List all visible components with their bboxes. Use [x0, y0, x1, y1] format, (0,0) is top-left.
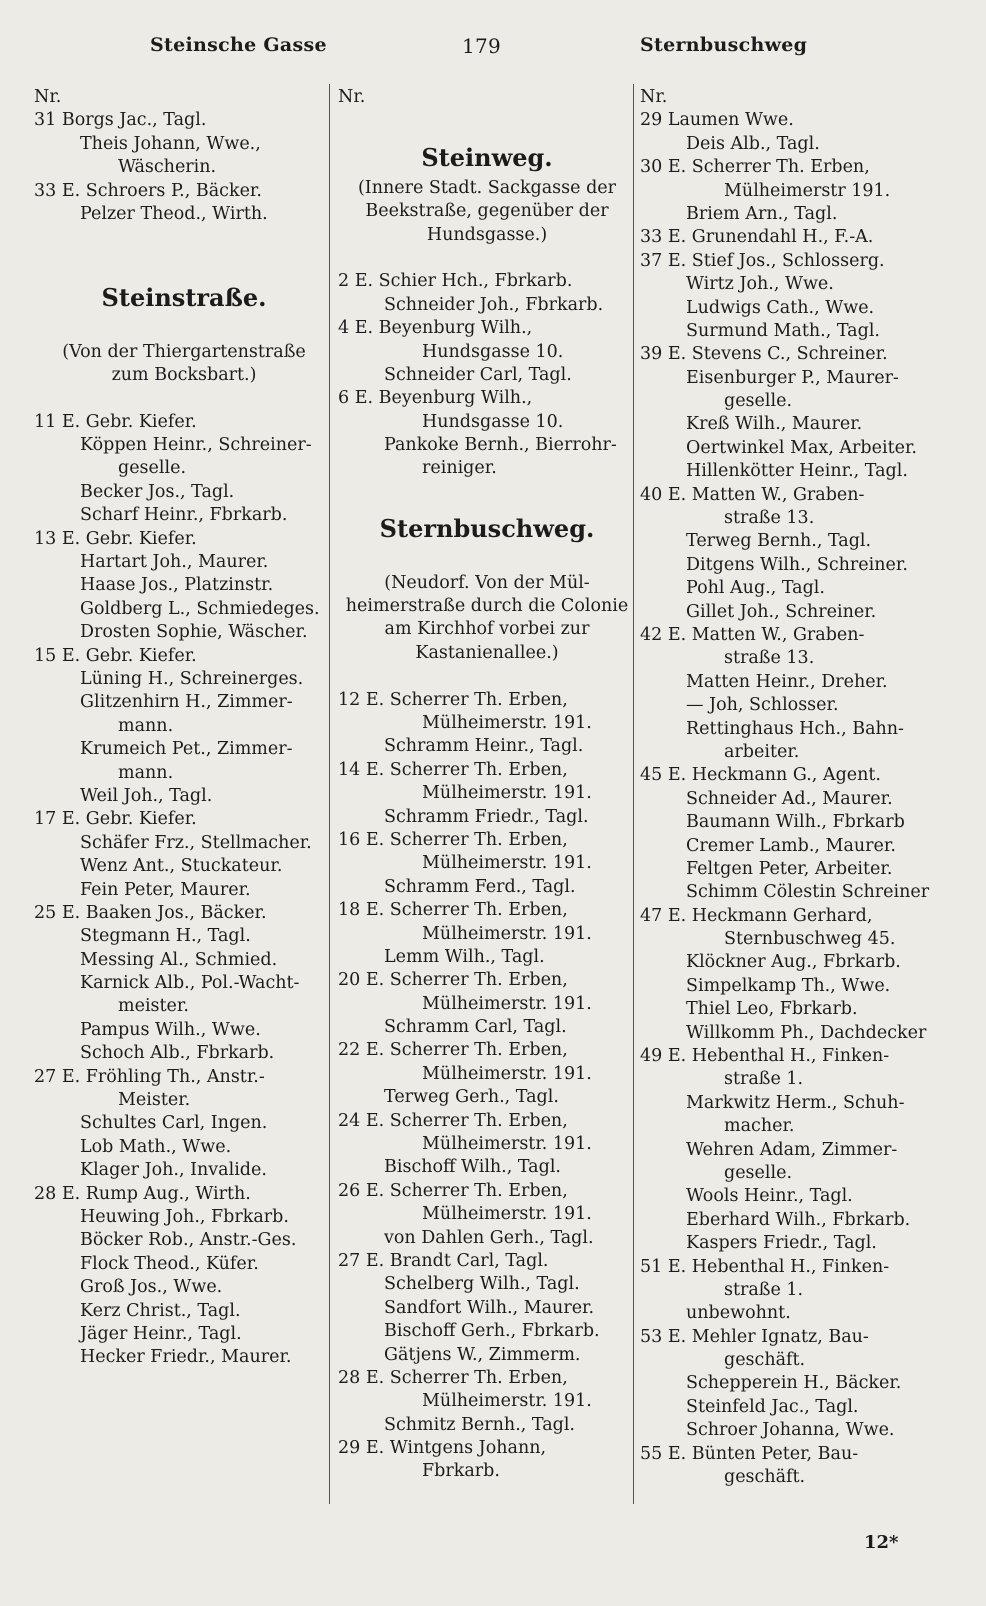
directory-line: 33 E. Schroers P., Bäcker.: [34, 180, 262, 201]
directory-line: Mülheimerstr. 191.: [422, 993, 592, 1014]
directory-line: geschäft.: [724, 1350, 806, 1371]
directory-line: Schelberg Wilh., Tagl.: [384, 1274, 580, 1295]
directory-line: Pohl Aug., Tagl.: [686, 578, 825, 599]
directory-line: Hecker Friedr., Maurer.: [80, 1347, 292, 1368]
directory-line: Ludwigs Cath., Wwe.: [686, 297, 875, 318]
directory-line: 37 E. Stief Jos., Schlosserg.: [640, 250, 885, 271]
column-2: [338, 86, 636, 1484]
directory-line: arbeiter.: [724, 741, 800, 762]
directory-line: 14 E. Scherrer Th. Erben,: [338, 759, 568, 780]
directory-line: Baumann Wilh., Fbrkarb: [686, 812, 905, 833]
directory-line: Mülheimerstr 191.: [724, 180, 891, 201]
directory-line: Mülheimerstr. 191.: [422, 1063, 592, 1084]
directory-line: straße 13.: [724, 648, 815, 669]
directory-line: 26 E. Scherrer Th. Erben,: [338, 1180, 568, 1201]
directory-line: unbewohnt.: [686, 1303, 791, 1324]
directory-line: Schramm Carl, Tagl.: [384, 1017, 567, 1038]
directory-line: Schepperein H., Bäcker.: [686, 1373, 902, 1394]
directory-line: Eberhard Wilh., Fbrkarb.: [686, 1209, 911, 1230]
directory-line: Kaspers Friedr., Tagl.: [686, 1233, 877, 1254]
directory-line: 29 E. Wintgens Johann,: [338, 1438, 547, 1459]
directory-line: Schmitz Bernh., Tagl.: [384, 1414, 575, 1435]
directory-line: Pelzer Theod., Wirth.: [80, 203, 268, 224]
directory-line: mann.: [118, 715, 174, 736]
directory-line: 28 E. Rump Aug., Wirth.: [34, 1183, 251, 1204]
directory-line: Heuwing Joh., Fbrkarb.: [80, 1206, 289, 1227]
directory-line: Bischoff Wilh., Tagl.: [384, 1157, 561, 1178]
directory-line: Klöckner Aug., Fbrkarb.: [686, 952, 901, 973]
street-heading: Steinweg.: [421, 142, 553, 172]
directory-line: 27 E. Fröhling Th., Anstr.-: [34, 1066, 265, 1087]
directory-line: 45 E. Heckmann G., Agent.: [640, 765, 881, 786]
directory-line: 12 E. Scherrer Th. Erben,: [338, 689, 568, 710]
directory-line: 15 E. Gebr. Kiefer.: [34, 645, 197, 666]
directory-line: Schimm Cölestin Schreiner: [686, 882, 930, 903]
directory-line: Fein Peter, Maurer.: [80, 879, 251, 900]
directory-line: Scharf Heinr., Fbrkarb.: [80, 505, 288, 526]
directory-line: Wäscherin.: [118, 157, 217, 178]
directory-line: Weil Joh., Tagl.: [80, 785, 213, 806]
directory-line: Schneider Carl, Tagl.: [384, 364, 572, 385]
directory-line: Hillenkötter Heinr., Tagl.: [686, 461, 908, 482]
directory-line: Terweg Bernh., Tagl.: [686, 531, 872, 552]
directory-line: Stegmann H., Tagl.: [80, 926, 251, 947]
spacer: [34, 387, 334, 410]
directory-line: Glitzenhirn H., Zimmer-: [80, 692, 293, 713]
directory-line: zum Bocksbart.): [111, 364, 257, 385]
directory-line: Fbrkarb.: [422, 1461, 500, 1482]
spacer: [338, 548, 636, 571]
directory-line: Markwitz Herm., Schuh-: [686, 1092, 905, 1113]
directory-line: 53 E. Mehler Ignatz, Bau-: [640, 1326, 869, 1347]
directory-line: 39 E. Stevens C., Schreiner.: [640, 344, 888, 365]
directory-line: Pampus Wilh., Wwe.: [80, 1019, 261, 1040]
directory-line: reiniger.: [422, 458, 497, 479]
directory-line: Mülheimerstr. 191.: [422, 853, 592, 874]
directory-line: Schramm Heinr., Tagl.: [384, 736, 584, 757]
directory-line: Sternbuschweg 45.: [724, 929, 896, 950]
directory-line: 28 E. Scherrer Th. Erben,: [338, 1367, 568, 1388]
directory-line: Lüning H., Schreinerges.: [80, 668, 304, 689]
directory-line: Schramm Friedr., Tagl.: [384, 806, 589, 827]
column-3: [640, 86, 970, 1489]
directory-line: mann.: [118, 762, 174, 783]
directory-line: Steinfeld Jac., Tagl.: [686, 1396, 859, 1417]
directory-line: 6 E. Beyenburg Wilh.,: [338, 388, 533, 409]
directory-line: Groß Jos., Wwe.: [80, 1277, 223, 1298]
directory-line: 25 E. Baaken Jos., Bäcker.: [34, 902, 267, 923]
directory-line: 17 E. Gebr. Kiefer.: [34, 809, 197, 830]
directory-line: 16 E. Scherrer Th. Erben,: [338, 829, 568, 850]
directory-line: — Joh, Schlosser.: [686, 695, 839, 716]
directory-line: Mülheimerstr. 191.: [422, 1391, 592, 1412]
directory-line: 27 E. Brandt Carl, Tagl.: [338, 1250, 549, 1271]
running-head-right: Sternbuschweg: [640, 34, 808, 56]
page-number: 179: [462, 34, 502, 58]
spacer: [338, 109, 636, 132]
directory-line: Simpelkamp Th., Wwe.: [686, 975, 891, 996]
directory-line: Mülheimerstr. 191.: [422, 1134, 592, 1155]
directory-line: Nr.: [338, 87, 366, 107]
directory-line: Böcker Rob., Anstr.-Ges.: [80, 1230, 297, 1251]
directory-line: Schultes Carl, Ingen.: [80, 1113, 268, 1134]
directory-line: Mülheimerstr. 191.: [422, 1204, 592, 1225]
directory-line: Ditgens Wilh., Schreiner.: [686, 554, 908, 575]
directory-line: Deis Alb., Tagl.: [686, 133, 820, 154]
directory-line: Nr.: [640, 87, 668, 107]
directory-line: Schoch Alb., Fbrkarb.: [80, 1043, 275, 1064]
spacer: [34, 226, 334, 249]
directory-line: 47 E. Heckmann Gerhard,: [640, 905, 873, 926]
directory-line: Köppen Heinr., Schreiner-: [80, 435, 312, 456]
directory-line: Surmund Math., Tagl.: [686, 320, 880, 341]
directory-line: straße 13.: [724, 508, 815, 529]
directory-line: Schneider Joh., Fbrkarb.: [384, 294, 604, 315]
directory-line: Becker Jos., Tagl.: [80, 481, 235, 502]
directory-line: Schäfer Frz., Stellmacher.: [80, 832, 312, 853]
directory-line: Kerz Christ., Tagl.: [80, 1300, 241, 1321]
directory-line: 29 Laumen Wwe.: [640, 110, 794, 131]
directory-line: Willkomm Ph., Dachdecker: [686, 1022, 927, 1043]
directory-line: Beekstraße, gegenüber der: [365, 201, 609, 222]
directory-line: Kreß Wilh., Maurer.: [686, 414, 863, 435]
spacer: [338, 481, 636, 504]
spacer: [338, 247, 636, 270]
directory-line: Mülheimerstr. 191.: [422, 712, 592, 733]
directory-line: Oertwinkel Max, Arbeiter.: [686, 437, 917, 458]
directory-line: Mülheimerstr. 191.: [422, 783, 592, 804]
spacer: [34, 317, 334, 340]
directory-line: straße 1.: [724, 1069, 804, 1090]
directory-line: Feltgen Peter, Arbeiter.: [686, 858, 893, 879]
directory-line: Rettinghaus Hch., Bahn-: [686, 718, 904, 739]
directory-line: Wenz Ant., Stuckateur.: [80, 856, 283, 877]
directory-line: 40 E. Matten W., Graben-: [640, 484, 865, 505]
directory-line: 22 E. Scherrer Th. Erben,: [338, 1040, 568, 1061]
directory-line: Schroer Johanna, Wwe.: [686, 1420, 895, 1441]
directory-line: 2 E. Schier Hch., Fbrkarb.: [338, 271, 573, 292]
directory-line: 51 E. Hebenthal H., Finken-: [640, 1256, 890, 1277]
directory-line: Meister.: [118, 1090, 191, 1111]
directory-line: Kastanienallee.): [415, 642, 559, 663]
directory-line: 11 E. Gebr. Kiefer.: [34, 411, 197, 432]
directory-line: 33 E. Grunendahl H., F.-A.: [640, 227, 874, 248]
directory-line: Lemm Wilh., Tagl.: [384, 946, 545, 967]
directory-line: Karnick Alb., Pol.-Wacht-: [80, 973, 300, 994]
directory-line: Lob Math., Wwe.: [80, 1136, 232, 1157]
directory-line: (Von der Thiergartenstraße: [62, 341, 306, 362]
directory-line: am Kirchhof vorbei zur: [384, 619, 590, 640]
directory-line: Hundsgasse 10.: [422, 411, 564, 432]
directory-line: Hundsgasse.): [426, 224, 548, 245]
directory-line: Theis Johann, Wwe.,: [80, 133, 261, 154]
directory-line: 42 E. Matten W., Graben-: [640, 624, 865, 645]
directory-line: Gätjens W., Zimmerm.: [384, 1344, 581, 1365]
street-heading: Sternbuschweg.: [379, 514, 595, 544]
directory-line: Pankoke Bernh., Bierrohr-: [384, 435, 617, 456]
sheet-signature: 12*: [864, 1532, 899, 1553]
spacer: [34, 250, 334, 273]
directory-line: Haase Jos., Platzinstr.: [80, 575, 274, 596]
directory-line: Flock Theod., Küfer.: [80, 1253, 259, 1274]
directory-line: macher.: [724, 1116, 795, 1137]
directory-line: 13 E. Gebr. Kiefer.: [34, 528, 197, 549]
directory-line: Krumeich Pet., Zimmer-: [80, 739, 293, 760]
directory-line: Goldberg L., Schmiedeges.: [80, 598, 320, 619]
directory-line: Cremer Lamb., Maurer.: [686, 835, 896, 856]
column-1: [34, 86, 334, 1370]
directory-line: meister.: [118, 996, 189, 1017]
directory-line: Bischoff Gerh., Fbrkarb.: [384, 1321, 600, 1342]
directory-line: Terweg Gerh., Tagl.: [384, 1087, 559, 1108]
directory-line: Messing Al., Schmied.: [80, 949, 278, 970]
directory-line: Eisenburger P., Maurer-: [686, 367, 899, 388]
directory-line: Matten Heinr., Dreher.: [686, 671, 888, 692]
running-head-left: Steinsche Gasse: [150, 34, 327, 56]
directory-line: Wools Heinr., Tagl.: [686, 1186, 853, 1207]
directory-line: straße 1.: [724, 1279, 804, 1300]
directory-line: geschäft.: [724, 1467, 806, 1488]
directory-line: Thiel Leo, Fbrkarb.: [686, 999, 858, 1020]
directory-line: geselle.: [118, 458, 187, 479]
directory-line: Drosten Sophie, Wäscher.: [80, 622, 308, 643]
directory-line: Gillet Joh., Schreiner.: [686, 601, 877, 622]
directory-line: 20 E. Scherrer Th. Erben,: [338, 970, 568, 991]
directory-line: Jäger Heinr., Tagl.: [80, 1323, 242, 1344]
directory-line: (Neudorf. Von der Mül-: [384, 572, 590, 593]
directory-line: (Innere Stadt. Sackgasse der: [357, 177, 616, 198]
directory-line: geselle.: [724, 391, 793, 412]
directory-line: heimerstraße durch die Colonie: [345, 596, 629, 617]
directory-line: Wehren Adam, Zimmer-: [686, 1139, 898, 1160]
directory-line: 55 E. Bünten Peter, Bau-: [640, 1443, 859, 1464]
directory-line: Klager Joh., Invalide.: [80, 1160, 267, 1181]
directory-line: 24 E. Scherrer Th. Erben,: [338, 1110, 568, 1131]
directory-line: Hartart Joh., Maurer.: [80, 552, 269, 573]
directory-line: Hundsgasse 10.: [422, 341, 564, 362]
directory-line: Wirtz Joh., Wwe.: [686, 274, 834, 295]
directory-line: 31 Borgs Jac., Tagl.: [34, 110, 207, 131]
directory-line: von Dahlen Gerh., Tagl.: [384, 1227, 594, 1248]
directory-line: 18 E. Scherrer Th. Erben,: [338, 900, 568, 921]
directory-line: Sandfort Wilh., Maurer.: [384, 1297, 595, 1318]
directory-line: Mülheimerstr. 191.: [422, 923, 592, 944]
directory-line: Nr.: [34, 87, 62, 107]
directory-line: 4 E. Beyenburg Wilh.,: [338, 318, 533, 339]
directory-line: geselle.: [724, 1162, 793, 1183]
directory-line: 30 E. Scherrer Th. Erben,: [640, 157, 870, 178]
directory-line: Schramm Ferd., Tagl.: [384, 876, 576, 897]
street-heading: Steinstraße.: [101, 283, 267, 313]
directory-line: 49 E. Hebenthal H., Finken-: [640, 1046, 890, 1067]
directory-line: Briem Arn., Tagl.: [686, 203, 838, 224]
spacer: [338, 665, 636, 688]
directory-line: Schneider Ad., Maurer.: [686, 788, 893, 809]
